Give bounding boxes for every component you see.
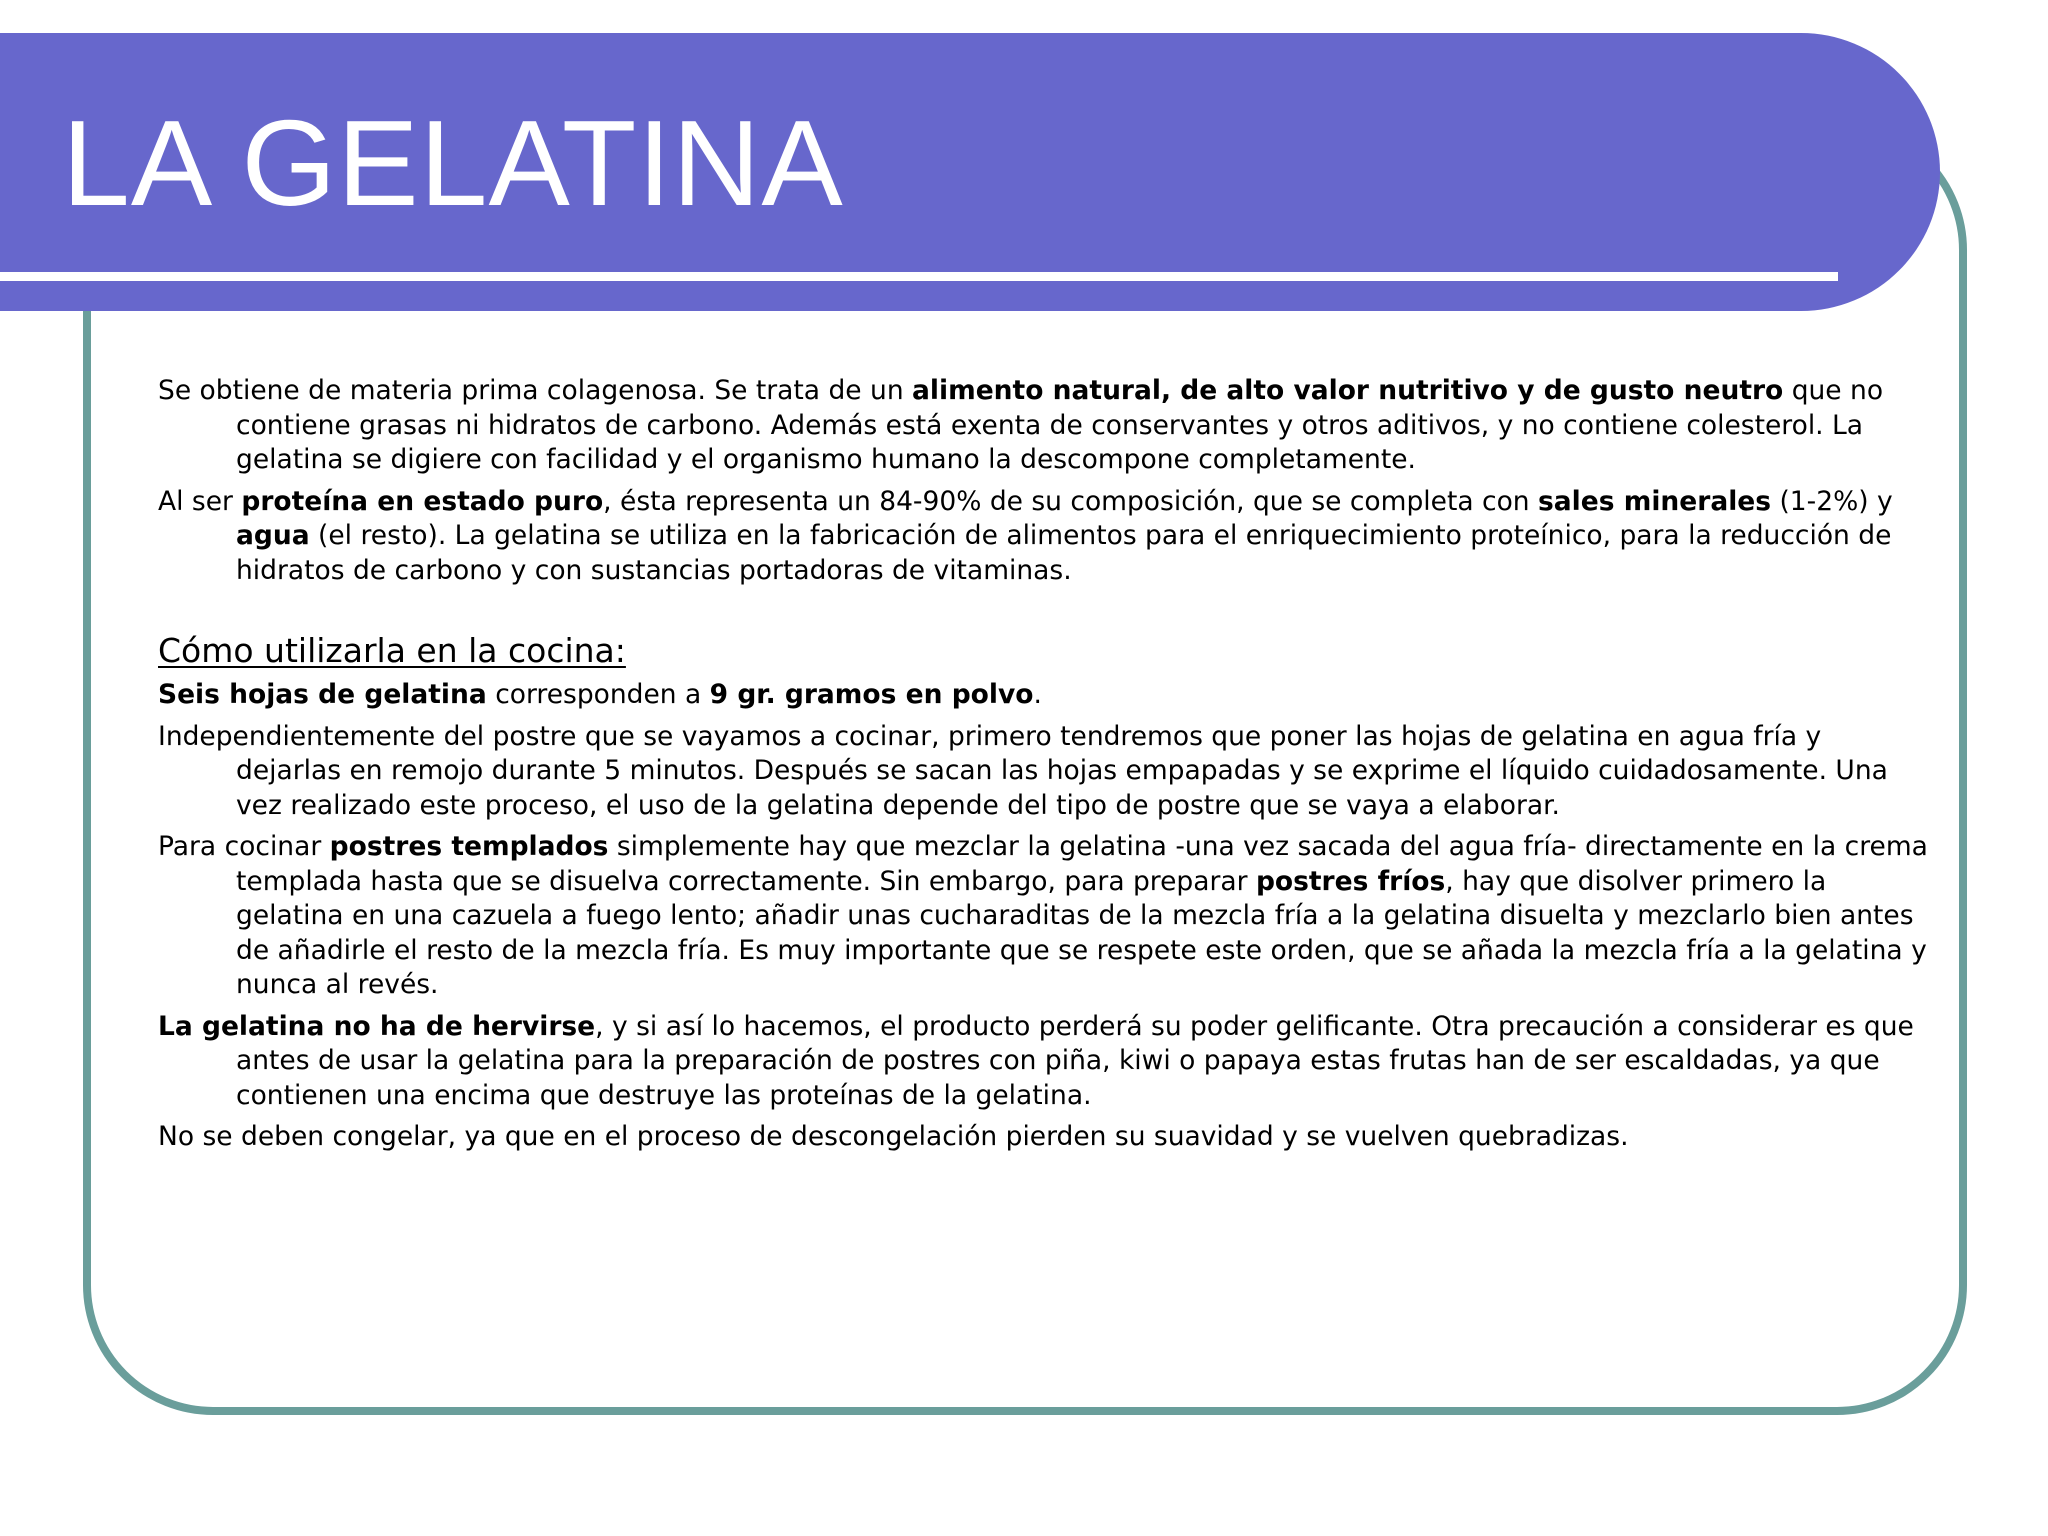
bold-run: 9 gr. gramos en polvo [709, 679, 1034, 710]
bold-run: postres templados [329, 831, 609, 862]
text-run: , ésta representa un 84-90% de su composición, que se completa con [603, 485, 1538, 517]
bold-run: proteína en estado puro [241, 485, 604, 517]
bold-run: La gelatina no ha de hervirse [158, 1010, 596, 1042]
title-underline [0, 272, 1838, 281]
text-run: simplemente hay que mezclar la gelatina -una vez sacada del agua fría- directamente en la crema templada hasta que se disuelva correctamente. Sin embargo, para preparar [236, 831, 1928, 897]
cocina-paragraph-5 [158, 1120, 1928, 1155]
text-run: , hay que disolver primero la gelatina en una cazuela a fuego lento; añadir unas cucharaditas de la mezcla fría a la gelatina disuelta y mezclarlo bien antes de añadirle el resto de la mezcla fría. Es muy importante que se respete este orden, que se añada la mezcla fría a la gelatina y nunca al revés. [236, 865, 1927, 1000]
text-run: (el resto). La gelatina se utiliza en la fabricación de alimentos para el enriquecimiento proteínico, para la reducción de hidratos de carbono y con sustancias portadoras de vitaminas. [236, 520, 1892, 586]
text-run: Se obtiene de materia prima colagenosa. Se trata de un [158, 375, 913, 406]
text-run: . [1033, 679, 1042, 710]
text-run: , y si así lo hacemos, el producto perderá su poder gelificante. Otra precaución a considerar es que antes de usar la gelatina para la preparación de postres con piña, kiwi o papaya estas frutas han de ser escaldadas, ya que contienen una encima que destruye las proteínas de la gelatina. [236, 1010, 1914, 1111]
cocina-paragraph-3 [158, 830, 1928, 1003]
text-run: (1-2%) y [1771, 485, 1893, 517]
cocina-paragraph-4 [158, 1010, 1928, 1114]
text-run: corresponden a [486, 679, 710, 710]
slide-body [158, 374, 1928, 1162]
text-run: que no contiene grasas ni hidratos de carbono. Además está exenta de conservantes y otros aditivos, y no contiene colesterol. La gelatina se digiere con facilidad y el organismo humano la descompone completamente. [236, 375, 1884, 475]
intro-paragraph-1 [158, 374, 1928, 478]
bold-run: alimento natural, de alto valor nutritivo y de gusto neutro [912, 375, 1784, 406]
text-run: Para cocinar [158, 831, 330, 862]
text-run: No se deben congelar, ya que en el proceso de descongelación pierden su suavidad y se vuelven quebradizas. [158, 1121, 1629, 1152]
text-run: Independientemente del postre que se vayamos a cocinar, primero tendremos que poner las hojas de gelatina en agua fría y dejarlas en remojo durante 5 minutos. Después se sacan las hojas empapadas y se exprime el líquido cuidadosamente. Una vez realizado este proceso, el uso de la gelatina depende del tipo de postre que se vaya a elaborar. [158, 720, 1888, 821]
slide-title: LA GELATINA [62, 95, 844, 231]
bold-run: postres fríos [1255, 865, 1446, 897]
bold-run: Seis hojas de gelatina [158, 679, 487, 710]
bold-run: agua [236, 520, 310, 551]
section-heading: Cómo utilizarla en la cocina: [158, 631, 626, 670]
cocina-paragraph-1 [158, 678, 1928, 713]
text-run: Al ser [158, 485, 242, 517]
intro-paragraph-2 [158, 485, 1928, 589]
cocina-paragraph-2 [158, 720, 1928, 824]
bold-run: sales minerales [1538, 485, 1772, 517]
